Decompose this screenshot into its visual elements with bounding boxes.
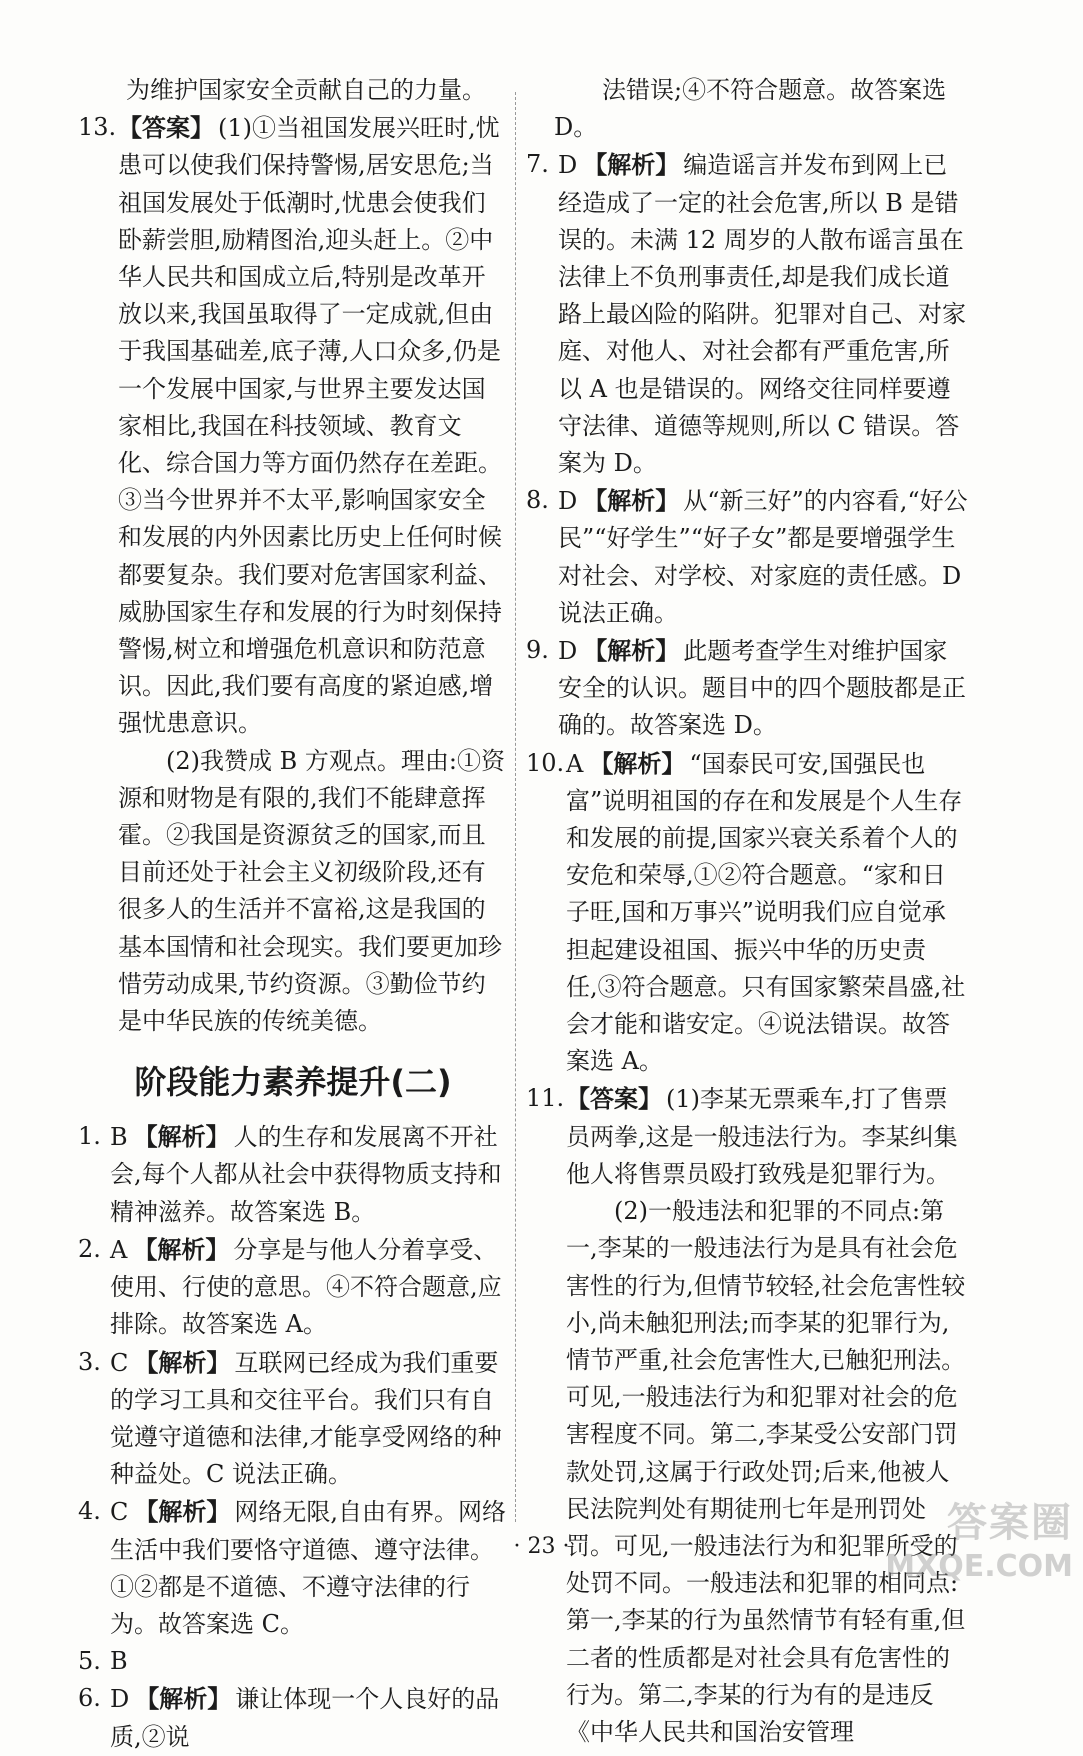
item-text: 人的生存和发展离不开社会,每个人都从社会中获得物质支持和精神滋养。故答案选 B。 [110, 1123, 502, 1226]
item-body [558, 146, 968, 482]
item-answer-letter: A [566, 749, 584, 778]
item-answer-letter: B [110, 1123, 128, 1152]
item-answer-letter: A [110, 1235, 128, 1264]
watermark-text-bottom: MXQE.COM [885, 1549, 1073, 1584]
item-number: 8. [526, 486, 549, 515]
answer-tag: 【答案】 [118, 113, 214, 143]
answer-tag: 【答案】 [566, 1084, 662, 1114]
item-answer-letter: D [558, 487, 578, 516]
answer-item [526, 146, 968, 482]
item-number: 1. [78, 1122, 101, 1151]
item-body [110, 1118, 508, 1231]
item-body [566, 745, 968, 1081]
analysis-tag: 【解析】 [583, 486, 680, 516]
item-number: 7. [526, 150, 549, 179]
item-text: 分享是与他人分着享受、使用、行使的意思。④不符合题意,应排除。故答案选 A。 [110, 1235, 502, 1339]
item-answer-letter: C [110, 1498, 129, 1527]
item-answer-letter: D [558, 637, 578, 666]
item-text: 从“新三好”的内容看,“好公民”“好学生”“好子女”都是要增强学生对社会、对学校、对家庭的责任感。D 说法正确。 [558, 487, 968, 627]
item-text: 谦让体现一个人良好的品质,②说 [110, 1685, 500, 1751]
item-number: 11. [526, 1084, 565, 1113]
item-number: 10. [526, 748, 565, 777]
item-number: 13. [78, 113, 117, 142]
answer-13 [78, 109, 508, 742]
item-number: 9. [526, 636, 549, 665]
item-answer-letter: C [110, 1348, 129, 1377]
item-body [110, 1344, 508, 1494]
item-answer-letter: D [558, 151, 578, 180]
item-body [558, 632, 968, 745]
item-body [110, 1231, 508, 1344]
answer-item [526, 632, 968, 745]
item-answer-letter: D [110, 1685, 130, 1714]
item-text: “国泰民可安,国强民也富”说明祖国的存在和发展是个人生存和发展的前提,国家兴衰关系着个人的安危和荣辱,①②符合题意。“家和日子旺,国和万事兴”说明我们应自觉承担起建设祖国、振兴中华的历史责任,③符合题意。只有国家繁荣昌盛,社会才能和谐安定。④说法错误。故答案选 A。 [566, 749, 966, 1076]
answer-item [78, 1344, 508, 1494]
analysis-tag: 【解析】 [133, 1234, 230, 1264]
item-text: 互联网已经成为我们重要的学习工具和交往平台。我们只有自觉遵守道德和法律,才能享受网络的种种益处。C 说法正确。 [110, 1348, 502, 1489]
section-title: 阶段能力素养提升(二) [134, 1063, 452, 1102]
answer-item [78, 1680, 508, 1755]
left-column [78, 72, 508, 1756]
item-number: 2. [78, 1234, 101, 1263]
analysis-tag: 【解析】 [134, 1497, 231, 1527]
answer-item [78, 1493, 508, 1643]
item-number: 3. [78, 1347, 101, 1376]
right-answer-list [526, 146, 968, 1080]
item-body [558, 482, 968, 632]
analysis-tag: 【解析】 [135, 1684, 232, 1714]
answer-item [526, 745, 968, 1081]
column-divider [515, 92, 516, 1522]
answer-part-1: (1)①当祖国发展兴旺时,忧患可以使我们保持警惕,居安思危;当祖国发展处于低潮时,忧患会使我们卧薪尝胆,励精图治,迎头赶上。②中华人民共和国成立后,特别是改革开放以来,我国虽取得了一定成就,但由于我国基础差,底子薄,人口众多,仍是一个发展中国家,与世界主要发达国家相比,我国在科技领域、教育文化、综合国力等方面仍然存在差距。③当今世界并不太平,影响国家安全和发展的内外因素比历史上任何时候都要复杂。我们要对危害国家利益、威胁国家生存和发展的行为时刻保持警惕,树立和增强危机意识和防范意识。因此,我们要有高度的紧迫感,增强忧患意识。 [118, 114, 502, 738]
page-number: · 23 · [513, 1534, 570, 1559]
answer-body [118, 109, 508, 742]
analysis-tag: 【解析】 [583, 636, 680, 666]
continued-text: 法错误;④不符合题意。故答案选 D。 [554, 76, 947, 142]
analysis-tag: 【解析】 [589, 748, 686, 778]
watermark-text-top: 答案圈 [947, 1500, 1073, 1546]
item-text: 编造谣言并发布到网上已经造成了一定的社会危害,所以 B 是错误的。未满 12 周岁的人散布谣言虽在法律上不负刑事责任,却是我们成长道路上最凶险的陷阱。犯罪对自己、对家庭、对他人、对社会都有严重危害,所以 A 也是错误的。网络交往同样要遵守法律、道德等规则,所以 C 错误。答案为 D。 [558, 151, 966, 478]
analysis-tag: 【解析】 [134, 1347, 231, 1377]
continued-text: 为维护国家安全贡献自己的力量。 [126, 76, 486, 104]
item-number: 4. [78, 1497, 101, 1526]
answer-11 [526, 1080, 968, 1193]
item-body [110, 1643, 508, 1680]
item-body [110, 1493, 508, 1643]
left-answer-list [78, 1118, 508, 1755]
watermark-logo [883, 1497, 1073, 1592]
analysis-tag: 【解析】 [583, 150, 680, 180]
answer-item [78, 1643, 508, 1680]
answer-body [566, 1080, 968, 1193]
item-answer-letter: B [110, 1647, 128, 1676]
answer-part-2: (2)我赞成 B 方观点。理由:①资源和财物是有限的,我们不能肆意挥霍。②我国是资源贫乏的国家,而且目前还处于社会主义初级阶段,还有很多人的生活并不富裕,这是我国的基本国情和社会现实。我们要更加珍惜劳动成果,节约资源。③勤俭节约是中华民族的传统美德。 [118, 746, 505, 1036]
answer-item [526, 482, 968, 632]
item-text: 网络无限,自由有界。网络生活中我们要恪守道德、遵守法律。①②都是不道德、不遵守法律的行为。故答案选 C。 [110, 1498, 507, 1638]
item-body [110, 1680, 508, 1755]
answer-part-2: (2)一般违法和犯罪的不同点:第一,李某的一般违法行为是具有社会危害性的行为,但情节较轻,社会危害性较小,尚未触犯刑法;而李某的犯罪行为,情节严重,社会危害性大,已触犯刑法。可见,一般违法行为和犯罪对社会的危害程度不同。第二,李某受公安部门罚款处罚,这属于行政处罚;后来,他被人民法院判处有期徒刑七年是刑罚处罚。可见,一般违法行为和犯罪所受的处罚不同。一般违法和犯罪的相同点:第一,李某的行为虽然情节有轻有重,但二者的性质都是对社会具有危害性的行为。第二,李某的行为有的是违反《中华人民共和国治安管理 [566, 1197, 966, 1746]
answer-item [78, 1231, 508, 1344]
item-number: 6. [78, 1684, 101, 1713]
item-number: 5. [78, 1647, 101, 1676]
analysis-tag: 【解析】 [133, 1122, 230, 1152]
answer-item [78, 1118, 508, 1231]
item-text: 此题考查学生对维护国家安全的认识。题目中的四个题肢都是正确的。故答案选 D。 [558, 637, 966, 740]
answer-part-1: (1)李某无票乘车,打了售票员两拳,这是一般违法行为。李某纠集他人将售票员殴打致残是犯罪行为。 [566, 1085, 958, 1188]
